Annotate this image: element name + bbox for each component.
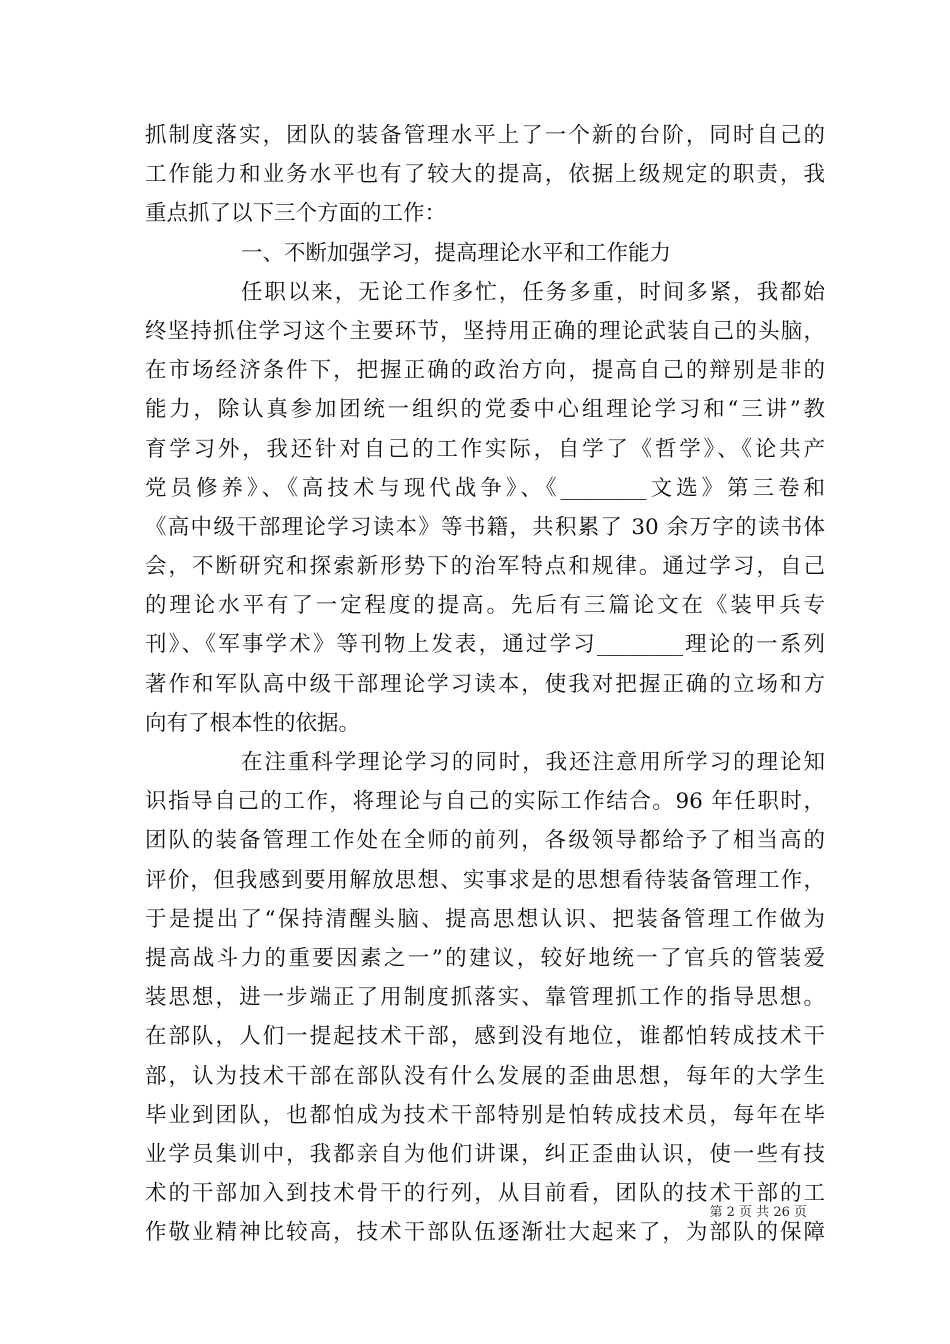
text-line: 作敬业精神比较高，技术干部队伍逐渐壮大起来了，为部队的保障 [145,1220,825,1246]
text-line: 抓制度落实，团队的装备管理水平上了一个新的台阶，同时自己的 [145,123,825,148]
text-line: 的理论水平有了一定程度的提高。先后有三篇论文在《装甲兵专 [145,593,825,619]
text-line: 会，不断研究和探索新形势下的治军特点和规律。通过学习，自己 [145,554,825,580]
text-line: 毕业到团队，也都怕成为技术干部特别是怕转成技术员，每年在毕 [145,1102,825,1128]
text-line: 业学员集训中，我都亲自为他们讲课，纠正歪曲认识，使一些有技 [145,1141,825,1167]
text-line: 团队的装备管理工作处在全师的前列，各级领导都给予了相当高的 [145,828,825,854]
text-line: 术的干部加入到技术骨干的行列，从目前看，团队的技术干部的工 [145,1181,825,1207]
text-line: 于是提出了“保持清醒头脑、提高思想认识、把装备管理工作做为 [145,906,825,932]
text-line: 评价，但我感到要用解放思想、实事求是的思想看待装备管理工作， [145,867,825,893]
text-line: 《高中级干部理论学习读本》等书籍，共积累了 30 余万字的读书体 [145,514,825,540]
text-line: 工作能力和业务水平也有了较大的提高，依据上级规定的职责，我 [145,162,825,188]
text-line: 著作和军队高中级干部理论学习读本，使我对把握正确的立场和方 [145,671,825,697]
paragraph-first-line: 任职以来，无论工作多忙，任务多重，时间多紧，我都始 [241,279,825,305]
text-line: 党员修养》、《高技术与现代战争》、《________文选》第三卷和 [145,475,825,501]
section-heading: 一、不断加强学习，提高理论水平和工作能力 [241,240,672,266]
page-number-footer: 第 2 页 共 26 页 [709,1205,807,1220]
paragraph-first-line: 在注重科学理论学习的同时，我还注意用所学习的理论知 [241,750,825,775]
text-line: 在部队，人们一提起技术干部，感到没有地位，谁都怕转成技术干 [145,1024,825,1050]
text-line: 识指导自己的工作，将理论与自己的实际工作结合。96 年任职时， [145,789,825,815]
text-line: 能力，除认真参加团统一组织的党委中心组理论学习和“三讲”教 [145,397,825,423]
document-body [145,116,825,1252]
text-line: 刊》、《军事学术》等刊物上发表，通过学习________理论的一系列 [145,632,825,658]
text-line: 部，认为技术干部在部队没有什么发展的歪曲思想，每年的大学生 [145,1063,825,1089]
text-line: 育学习外，我还针对自己的工作实际，自学了《哲学》、《论共产 [145,436,825,462]
text-line: 在市场经济条件下，把握正确的政治方向，提高自己的辩别是非的 [145,358,825,384]
text-line: 装思想，进一步端正了用制度抓落实、靠管理抓工作的指导思想。 [145,985,825,1011]
text-line: 提高战斗力的重要因素之一”的建议，较好地统一了官兵的管装爱 [145,945,825,971]
text-line: 向有了根本性的依据。 [145,710,361,736]
text-line: 重点抓了以下三个方面的工作： [145,201,447,227]
text-line: 终坚持抓住学习这个主要环节，坚持用正确的理论武装自己的头脑， [145,318,825,344]
